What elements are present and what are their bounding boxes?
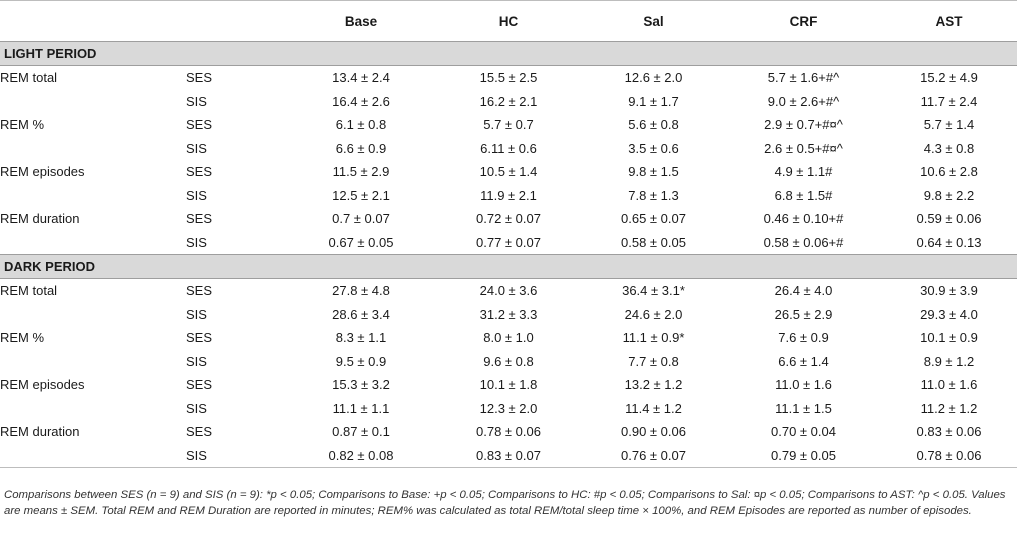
measure-label: [0, 184, 186, 208]
table-body: [0, 42, 1017, 468]
value-cell: 9.1 ± 1.7: [628, 93, 679, 109]
value-cell: 2.9 ± 0.7+#¤^: [764, 117, 843, 133]
measure-label: [0, 303, 186, 327]
value-cell: 0.78 ± 0.06: [881, 444, 1017, 468]
value-cell: 12.3 ± 2.0: [479, 400, 538, 416]
value-cell: 0.87 ± 0.1: [332, 424, 390, 440]
value-cell: 10.1 ± 0.9: [920, 330, 978, 346]
value-cell: 11.0 ± 1.6: [920, 377, 978, 393]
table-row: [0, 444, 1017, 468]
value-cell: 0.7 ± 0.07: [332, 211, 390, 227]
table-row: [0, 207, 1017, 231]
value-cell: 3.5 ± 0.6: [628, 140, 679, 156]
group-label: SES: [186, 330, 213, 346]
measure-label: REM total: [0, 283, 58, 299]
value-cell: 9.8 ± 2.2: [923, 187, 975, 203]
group-label: SES: [186, 211, 213, 227]
value-cell: 9.6 ± 0.8: [483, 353, 534, 369]
value-cell: 0.64 ± 0.13: [916, 234, 982, 250]
value-cell: 0.58 ± 0.05: [621, 234, 686, 250]
measure-label: [0, 231, 186, 255]
group-label: SIS: [186, 353, 207, 369]
measure-label: REM total: [0, 70, 58, 86]
group-label: SIS: [186, 306, 207, 322]
value-cell: 28.6 ± 3.4: [332, 306, 390, 322]
value-cell: 5.7 ± 1.4: [923, 117, 975, 133]
value-cell: 11.2 ± 1.2: [920, 400, 978, 416]
value-cell: 27.8 ± 4.8: [332, 283, 390, 299]
value-cell: 11.9 ± 2.1: [480, 187, 537, 203]
table-row: [0, 373, 1017, 397]
table-row: [0, 160, 1017, 184]
value-cell: 0.78 ± 0.06: [476, 424, 541, 440]
value-cell: 8.0 ± 1.0: [483, 330, 534, 346]
group-label: SIS: [186, 444, 286, 468]
value-cell: 24.0 ± 3.6: [479, 283, 538, 299]
table-row: [0, 113, 1017, 137]
table-row: [0, 420, 1017, 444]
value-cell: 0.77 ± 0.07: [476, 234, 541, 250]
measure-label: [0, 137, 186, 161]
header-crf: CRF: [726, 1, 881, 42]
value-cell: 6.6 ± 1.4: [778, 353, 829, 369]
value-cell: 13.4 ± 2.4: [332, 70, 390, 86]
value-cell: 0.90 ± 0.06: [621, 424, 686, 440]
value-cell: 16.4 ± 2.6: [332, 93, 390, 109]
value-cell: 16.2 ± 2.1: [479, 93, 538, 109]
value-cell: 5.7 ± 1.6+#^: [767, 70, 840, 86]
value-cell: 11.1 ± 0.9*: [622, 330, 685, 346]
value-cell: 0.46 ± 0.10+#: [763, 211, 844, 227]
value-cell: 7.6 ± 0.9: [778, 330, 829, 346]
section-title: DARK PERIOD: [0, 255, 1017, 279]
value-cell: 15.2 ± 4.9: [920, 70, 978, 86]
section-row: [0, 42, 1017, 66]
table-row: [0, 137, 1017, 161]
table-row: [0, 279, 1017, 303]
value-cell: 11.0 ± 1.6: [775, 377, 832, 393]
group-label: SIS: [186, 140, 207, 156]
value-cell: 36.4 ± 3.1*: [622, 283, 685, 299]
value-cell: 12.5 ± 2.1: [332, 187, 390, 203]
value-cell: 0.76 ± 0.07: [581, 444, 726, 468]
group-label: SIS: [186, 187, 207, 203]
header-cell: [0, 1, 186, 42]
table-row: [0, 66, 1017, 90]
value-cell: 0.59 ± 0.06: [916, 211, 982, 227]
table-row: [0, 303, 1017, 327]
value-cell: 15.5 ± 2.5: [479, 70, 538, 86]
value-cell: 2.6 ± 0.5+#¤^: [764, 140, 843, 156]
header-sal: Sal: [581, 1, 726, 42]
value-cell: 9.0 ± 2.6+#^: [767, 93, 840, 109]
value-cell: 0.67 ± 0.05: [328, 234, 394, 250]
table-row: [0, 326, 1017, 350]
value-cell: 7.7 ± 0.8: [628, 353, 679, 369]
value-cell: 7.8 ± 1.3: [628, 187, 679, 203]
measure-label: REM %: [0, 330, 45, 346]
value-cell: 10.6 ± 2.8: [920, 164, 978, 180]
header-base: Base: [286, 1, 436, 42]
value-cell: 31.2 ± 3.3: [479, 306, 538, 322]
group-label: SIS: [186, 400, 207, 416]
value-cell: 26.4 ± 4.0: [774, 283, 833, 299]
table-row: [0, 90, 1017, 114]
value-cell: 0.79 ± 0.05: [726, 444, 881, 468]
value-cell: 6.8 ± 1.5#: [774, 187, 833, 203]
value-cell: 10.5 ± 1.4: [479, 164, 538, 180]
group-label: SES: [186, 164, 213, 180]
value-cell: 4.3 ± 0.8: [923, 140, 975, 156]
value-cell: 13.2 ± 1.2: [624, 377, 683, 393]
header-hc: HC: [436, 1, 581, 42]
value-cell: 0.82 ± 0.08: [286, 444, 436, 468]
measure-label: REM episodes: [0, 164, 85, 180]
value-cell: 10.1 ± 1.8: [479, 377, 538, 393]
header-cell: [186, 1, 286, 42]
table-row: [0, 231, 1017, 255]
table-row: [0, 397, 1017, 421]
measure-label: REM %: [0, 117, 45, 133]
value-cell: 11.4 ± 1.2: [625, 400, 682, 416]
measure-label: [0, 444, 186, 468]
group-label: SES: [186, 424, 213, 440]
group-label: SES: [186, 117, 213, 133]
value-cell: 15.3 ± 3.2: [332, 377, 390, 393]
value-cell: 0.72 ± 0.07: [476, 211, 541, 227]
value-cell: 0.83 ± 0.07: [436, 444, 581, 468]
measure-label: [0, 90, 186, 114]
measure-label: REM duration: [0, 211, 80, 227]
value-cell: 30.9 ± 3.9: [920, 283, 978, 299]
value-cell: 24.6 ± 2.0: [624, 306, 683, 322]
section-row: [0, 255, 1017, 279]
group-label: SIS: [186, 234, 207, 250]
value-cell: 11.1 ± 1.1: [332, 400, 390, 416]
value-cell: 0.83 ± 0.06: [916, 424, 982, 440]
measure-label: [0, 397, 186, 421]
value-cell: 0.70 ± 0.04: [771, 424, 836, 440]
value-cell: 9.8 ± 1.5: [628, 164, 679, 180]
value-cell: 11.1 ± 1.5: [775, 400, 832, 416]
value-cell: 6.1 ± 0.8: [335, 117, 387, 133]
measure-label: REM duration: [0, 424, 80, 440]
value-cell: 5.7 ± 0.7: [483, 117, 534, 133]
header-row: [0, 1, 1017, 42]
measure-label: [0, 350, 186, 374]
table-row: [0, 350, 1017, 374]
value-cell: 29.3 ± 4.0: [920, 306, 978, 322]
value-cell: 12.6 ± 2.0: [624, 70, 683, 86]
value-cell: 8.9 ± 1.2: [923, 353, 975, 369]
value-cell: 8.3 ± 1.1: [335, 330, 387, 346]
group-label: SES: [186, 283, 213, 299]
measure-label: REM episodes: [0, 377, 85, 393]
table-row: [0, 184, 1017, 208]
table-footnote: Comparisons between SES (n = 9) and SIS (n = 9): *p < 0.05; Comparisons to Base: +p < 0.05; Comparisons to HC: #p < 0.05; Comparisons to Sal: ¤p < 0.05; Comparisons to AST: ^p < 0.05. Values are means ± SEM. Total REM and REM Duration are reported in minutes; REM% was calculated as total REM/total sleep time × 100%, and REM Episodes are reported as number of episodes.: [4, 489, 1006, 517]
section-title: LIGHT PERIOD: [0, 42, 1017, 66]
value-cell: 26.5 ± 2.9: [774, 306, 833, 322]
value-cell: 6.11 ± 0.6: [480, 140, 537, 156]
value-cell: 11.7 ± 2.4: [920, 93, 978, 109]
group-label: SES: [186, 377, 213, 393]
value-cell: 0.65 ± 0.07: [621, 211, 686, 227]
value-cell: 0.58 ± 0.06+#: [763, 234, 844, 250]
group-label: SIS: [186, 93, 207, 109]
value-cell: 9.5 ± 0.9: [335, 353, 387, 369]
value-cell: 5.6 ± 0.8: [628, 117, 679, 133]
value-cell: 11.5 ± 2.9: [332, 164, 390, 180]
group-label: SES: [186, 70, 213, 86]
value-cell: 6.6 ± 0.9: [335, 140, 387, 156]
header-ast: AST: [881, 1, 1017, 42]
value-cell: 4.9 ± 1.1#: [774, 164, 833, 180]
